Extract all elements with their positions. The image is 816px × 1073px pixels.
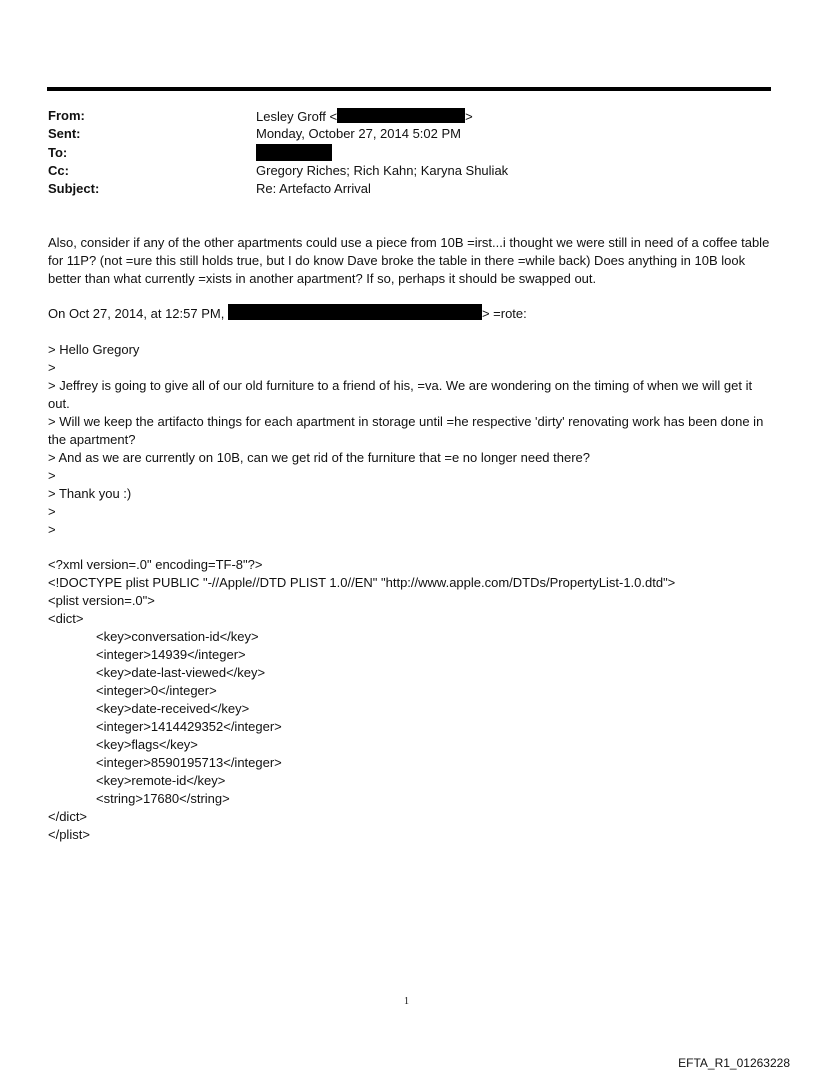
sent-label: Sent:: [48, 126, 81, 141]
document-id: EFTA_R1_01263228: [678, 1056, 790, 1070]
plist-entry: <string>17680</string>: [96, 791, 230, 806]
quoted-line: >: [48, 360, 56, 375]
subject-value: Re: Artefacto Arrival: [256, 181, 371, 196]
subject-label: Subject:: [48, 181, 100, 196]
from-value: [256, 108, 473, 125]
to-value: [256, 144, 332, 163]
quoted-line: >: [48, 468, 56, 483]
plist-open: <plist version=.0">: [48, 593, 155, 608]
sent-value: Monday, October 27, 2014 5:02 PM: [256, 126, 461, 141]
plist-close: </plist>: [48, 827, 90, 842]
cc-label: Cc:: [48, 163, 69, 178]
quote-intro: [48, 304, 773, 323]
page-number: 1: [404, 996, 409, 1007]
plist-entry: <key>conversation-id</key>: [96, 629, 259, 644]
plist-entry: <integer>1414429352</integer>: [96, 719, 282, 734]
plist-entry: <key>flags</key>: [96, 737, 198, 752]
plist-entry: <integer>8590195713</integer>: [96, 755, 282, 770]
quoted-line: > Jeffrey is going to give all of our old furniture to a friend of his, =va. We are wondering on the timing of when we will get it out.: [48, 378, 753, 411]
quoted-line: > Thank you :): [48, 486, 132, 501]
dict-open: <dict>: [48, 611, 84, 626]
plist-block: [48, 556, 675, 844]
plist-entry: <key>date-last-viewed</key>: [96, 665, 266, 680]
header-rule: [47, 87, 771, 91]
redaction-bar: [228, 304, 482, 320]
plist-entry: <key>date-received</key>: [96, 701, 250, 716]
to-label: To:: [48, 145, 68, 160]
quoted-line: > And as we are currently on 10B, can we get rid of the furniture that =e no longer need there?: [48, 450, 591, 465]
cc-value: Gregory Riches; Rich Kahn; Karyna Shuliak: [256, 163, 509, 178]
xml-declaration: <?xml version=.0" encoding=TF-8"?>: [48, 557, 263, 572]
plist-entry: <integer>0</integer>: [96, 683, 217, 698]
quoted-line: >: [48, 522, 56, 537]
body-paragraph: Also, consider if any of the other apartments could use a piece from 10B =irst...i thought we were still in need of a coffee table for 11P? (not =ure this still holds true, but I do know Dave broke the table in there =while back) Does anything in 10B look better than what currently =xists in another apartment? If so, perhaps it should be swapped out.: [48, 235, 770, 286]
plist-entry: <key>remote-id</key>: [96, 773, 226, 788]
from-suffix: >: [465, 109, 473, 124]
from-name: Lesley Groff <: [256, 109, 338, 124]
email-body: [48, 234, 773, 539]
redaction-bar: [256, 144, 332, 161]
plist-entry: <integer>14939</integer>: [96, 647, 246, 662]
xml-doctype: <!DOCTYPE plist PUBLIC "-//Apple//DTD PLIST 1.0//EN" "http://www.apple.com/DTDs/PropertyList-1.0.dtd">: [48, 575, 676, 590]
quoted-line: > Will we keep the artifacto things for each apartment in storage until =he respective 'dirty' renovating work has been done in the apartment?: [48, 414, 764, 447]
from-label: From:: [48, 108, 85, 123]
quoted-line: > Hello Gregory: [48, 342, 140, 357]
quote-intro-prefix: On Oct 27, 2014, at 12:57 PM,: [48, 306, 225, 321]
dict-close: </dict>: [48, 809, 88, 824]
redaction-bar: [337, 108, 465, 123]
quote-intro-suffix: > =rote:: [481, 306, 527, 321]
quoted-line: >: [48, 504, 56, 519]
